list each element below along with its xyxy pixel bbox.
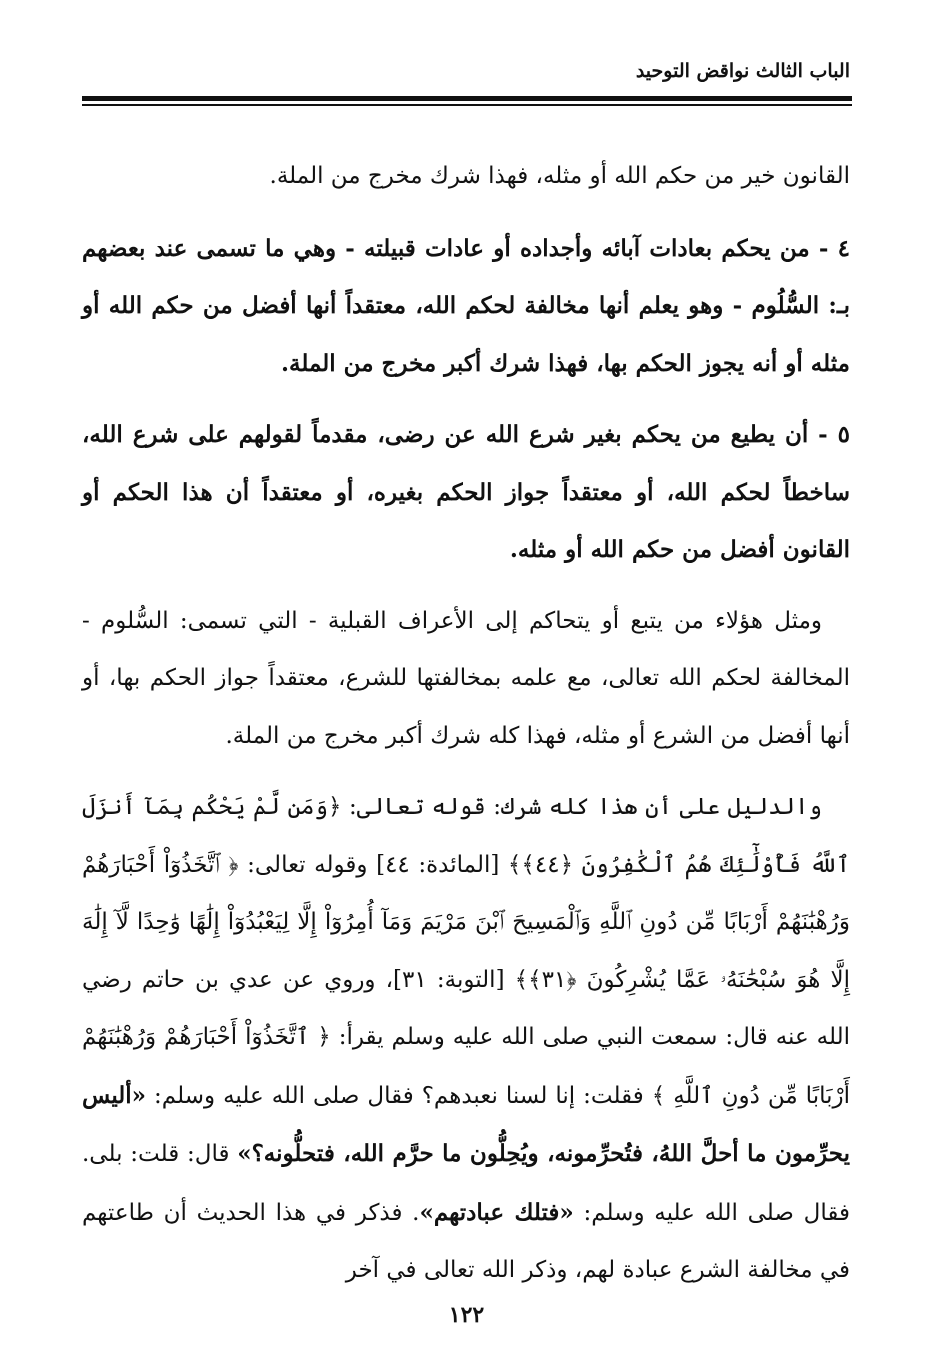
evidence-text-b: قال: قلت: بلى. فقال صلى الله عليه وسلم:	[82, 1141, 850, 1226]
paragraph-item-5: ٥ - أن يطيع من يحكم بغير شرع الله عن رضى، مقدماً لقولهم على شرع الله، ساخطاً لحكم الله، أو معتقداً جواز الحكم بغيره، أو معتقداً أن هذا الحكم أو القانون أفضل من حكم الله أو مثله.	[82, 421, 850, 563]
paragraph-continuation: القانون خير من حكم الله أو مثله، فهذا شرك مخرج من الملة.	[269, 163, 850, 189]
evidence-text-c: . فذكر في هذا الحديث أن طاعتهم في مخالفة الشرع عبادة لهم، وذكر الله تعالى في آخر	[82, 1199, 850, 1283]
evidence-text-a: والدليل على أن هذا كله شرك: قوله تعالى: ﴿وَمَن لَّمْ يَحْكُم بِمَآ أَنزَلَ ٱللَّهُ فَأُوْلَٰٓئِكَ هُمُ ٱلْكَٰفِرُونَ ﴿٤٤﴾﴾ [المائدة: ٤٤] وقوله تعالى: ﴿ ٱتَّخَذُوٓاْ أَحْبَارَهُمْ وَرُهْبَٰنَهُمْ أَرْبَابًا مِّن دُونِ ٱللَّهِ وَٱلْمَسِيحَ ٱبْنَ مَرْيَمَ وَمَآ أُمِرُوٓاْ إِلَّا لِيَعْبُدُوٓاْ إِلَٰهًا وَٰحِدًا لَّآ إِلَٰهَ إِلَّا هُوَ سُبْحَٰنَهُۥ عَمَّا يُشْرِكُونَ ﴿٣١﴾﴾ [التوبة: ٣١]، وروي عن عدي بن حاتم رضي الله عنه قال: سمعت النبي صلى الله عليه وسلم يقرأ: ﴿ ٱتَّخَذُوٓاْ أَحْبَارَهُمْ وَرُهْبَٰنَهُمْ أَرْبَابًا مِّن دُونِ ٱللَّهِ ﴾ فقلت: إنا لسنا نعبدهم؟ فقال صلى الله عليه وسلم:	[82, 794, 851, 1109]
page-number: ١٢٢	[448, 1302, 485, 1328]
paragraph-item-4: ٤ - من يحكم بعادات آبائه وأجداده أو عادات قبيلته - وهي ما تسمى عند بعضهم بـ: السُّلُوم - وهو يعلم أنها مخالفة لحكم الله، معتقداً أنها أفضل من حكم الله أو مثله أو أنه يجوز الحكم بها، فهذا شرك أكبر مخرج من الملة.	[82, 234, 850, 377]
header-rule-thin	[82, 104, 852, 106]
chapter-title: الباب الثالث نواقض التوحيد	[635, 60, 850, 82]
paragraph-evidence	[82, 779, 850, 1300]
paragraph-tribal-customs: ومثل هؤلاء من يتبع أو يتحاكم إلى الأعراف القبلية - التي تسمى: السُّلوم - المخالفة لحكم الله تعالى، مع علمه بمخالفتها للشرع، معتقداً جواز الحكم بها، أو أنها أفضل من الشرع أو مثله، فهذا كله شرك أكبر مخرج من الملة.	[82, 607, 850, 749]
hadith-quote-2: «فتلك عبادتهم»	[419, 1198, 574, 1226]
header-rule-thick	[82, 96, 852, 101]
running-header	[82, 58, 852, 98]
page-body	[82, 148, 850, 1300]
hadith-quote-1: «أليس يحرِّمون ما أحلَّ اللهُ، فتُحرِّمونه، ويُحِلُّون ما حرَّم الله، فتحلُّونه؟»	[82, 1081, 850, 1167]
